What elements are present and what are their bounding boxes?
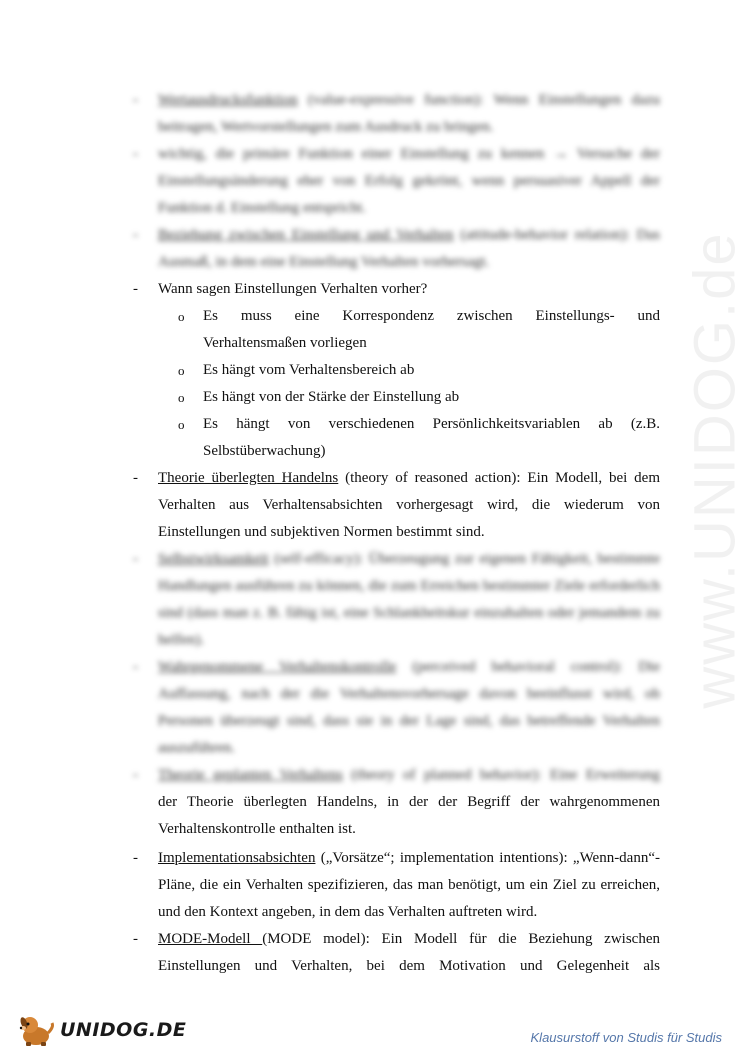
circle-bullet-icon: o <box>178 309 185 324</box>
dash-marker: - <box>133 281 138 297</box>
item-text: der Theorie überlegten Handelns, in der der Begriff der wahrgenommenen Verhaltenskontrolle enthalten ist. <box>158 794 660 837</box>
term: Implementationsabsichten <box>158 850 316 866</box>
item-text: (perceived behavioral control): Die Auffassung, nach der die Verhaltensvorhersage davon beeinflusst wird, ob Personen überzeugt sind, dass sie in der Lage sind, das betreffende Verhalten auszuführen. <box>158 659 660 756</box>
list-item <box>133 465 660 546</box>
list-item <box>133 654 660 762</box>
unidog-logo[interactable] <box>16 1013 186 1047</box>
sub-item <box>178 357 660 384</box>
dash-marker: - <box>133 470 138 486</box>
circle-bullet-icon: o <box>178 363 185 378</box>
sub-item <box>178 411 660 465</box>
term: Theorie geplanten Verhaltens <box>158 767 343 783</box>
term: Wahrgenommene Verhaltenskontrolle <box>158 659 397 675</box>
term: Beziehung zwischen Einstellung und Verhalten <box>158 227 454 243</box>
list-item <box>133 222 660 276</box>
term: Selbstwirksamkeit <box>158 551 269 567</box>
sub-item-line: Selbstüberwachung) <box>203 443 326 459</box>
item-text: („Vorsätze“; implementation intentions): „Wenn-dann“-Pläne, die ein Verhalten spezifizieren, das man benötigt, um ein Ziel zu erreichen, und den Kontext angeben, in dem das Verhalten auftreten wird. <box>158 850 660 920</box>
watermark: www.UNIDOG.de <box>682 231 748 709</box>
dash-marker: - <box>133 92 138 108</box>
dash-marker: - <box>133 767 138 783</box>
list-item <box>133 926 660 980</box>
dash-marker: - <box>133 850 138 866</box>
sub-item <box>178 303 660 357</box>
sub-item-line: Es hängt von verschiedenen Persönlichkeitsvariablen ab (z.B. <box>203 416 660 432</box>
list-item <box>133 87 660 141</box>
list-item <box>133 845 660 926</box>
list-item <box>133 546 660 654</box>
dash-marker: - <box>133 551 138 567</box>
sub-item-line: Es hängt vom Verhaltensbereich ab <box>203 362 415 378</box>
item-text: (MODE model): Ein Modell für die Beziehung zwischen Einstellungen und Verhalten, bei dem Motivation und Gelegenheit als <box>158 931 660 974</box>
sub-item <box>178 384 660 411</box>
item-text: Wann sagen Einstellungen Verhalten vorher? <box>158 281 428 297</box>
item-text: (value-expressive function): Wenn Einstellungen dazu beitragen, Wertvorstellungen zum Ausdruck zu bringen. <box>158 92 660 135</box>
circle-bullet-icon: o <box>178 390 185 405</box>
item-text: wichtig, die primäre Funktion einer Einstellung zu kennen → Versuche der Einstellungsänderung eher von Erfolg gekrönt, wenn persuasiver Appell der Funktion d. Einstellung entspricht. <box>158 146 660 216</box>
term: MODE-Modell <box>158 931 263 947</box>
term: Theorie überlegten Handelns <box>158 470 339 486</box>
list-item <box>133 762 660 843</box>
item-text: (theory of reasoned action): Ein Modell, bei dem Verhalten aus Verhaltensabsichten vorhergesagt wird, die wiederum von Einstellungen und subjektiven Normen bestimmt sind. <box>158 470 660 540</box>
dash-marker: - <box>133 146 138 162</box>
item-text: (attitude-behavior relation): Das Ausmaß, in dem eine Einstellung Verhalten vorhersagt. <box>158 227 660 270</box>
sub-item-line: Es hängt von der Stärke der Einstellung ab <box>203 389 460 405</box>
item-text: (theory of planned behavior): Eine Erweiterung <box>342 767 660 783</box>
sub-item-line: Es muss eine Korrespondenz zwischen Einstellungs- und <box>203 308 660 324</box>
list-item <box>133 276 660 303</box>
dash-marker: - <box>133 931 138 947</box>
term: Wertausdrucksfunktion <box>158 92 298 108</box>
circle-bullet-icon: o <box>178 417 185 432</box>
dash-marker: - <box>133 659 138 675</box>
footer-tagline: Klausurstoff von Studis für Studis <box>530 1030 722 1045</box>
list-item <box>133 141 660 222</box>
logo-text: UNIDOG.DE <box>60 1019 187 1041</box>
dash-marker: - <box>133 227 138 243</box>
dog-mascot-icon <box>16 1013 56 1047</box>
sub-item-line: Verhaltensmaßen vorliegen <box>203 335 367 351</box>
item-text: (self-efficacy): Überzeugung zur eigenen Fähigkeit, bestimmte Handlungen ausführen zu können, die zum Erreichen bestimmter Ziele erforderlich sind (dass man z. B. fähig ist, eine Schlankheitskur einzuhalten oder jemandem zu helfen). <box>158 551 660 648</box>
